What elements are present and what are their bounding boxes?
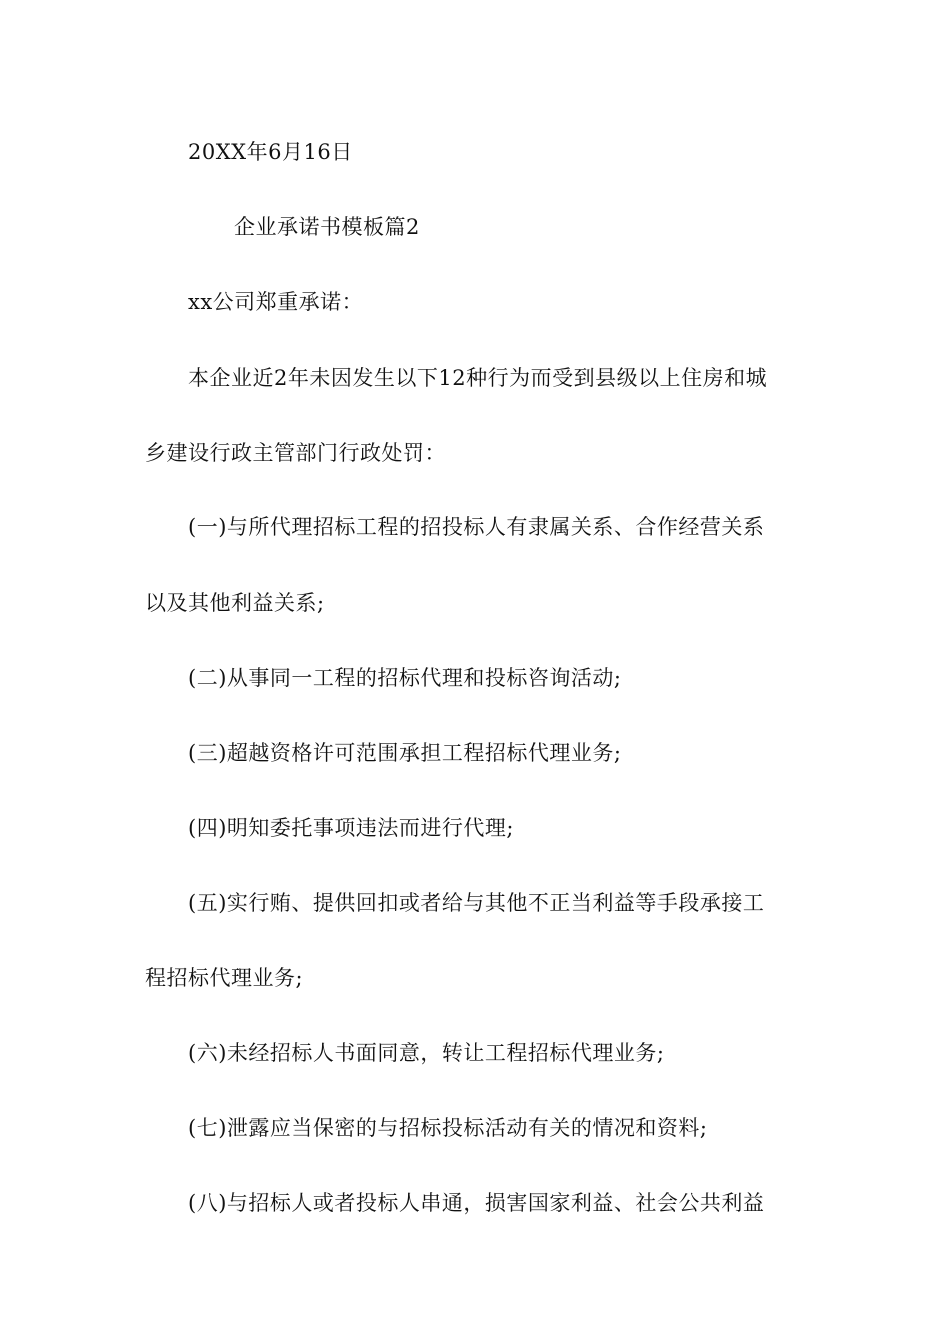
list-item-5: (五)实行贿、提供回扣或者给与其他不正当利益等手段承接工 bbox=[188, 891, 765, 915]
list-item-1: (一)与所代理招标工程的招投标人有隶属关系、合作经营关系 bbox=[188, 515, 765, 539]
list-item-2: (二)从事同一工程的招标代理和投标咨询活动; bbox=[188, 666, 622, 690]
body-line: 本企业近2年未因发生以下12种行为而受到县级以上住房和城 bbox=[188, 366, 768, 390]
addressee-line: xx公司郑重承诺： bbox=[188, 290, 364, 314]
list-item-6: (六)未经招标人书面同意，转让工程招标代理业务; bbox=[188, 1041, 665, 1065]
document-date: 20XX年6月16日 bbox=[188, 140, 353, 164]
list-item-4: (四)明知委托事项违法而进行代理; bbox=[188, 816, 514, 840]
list-item-7: (七)泄露应当保密的与招标投标活动有关的情况和资料; bbox=[188, 1116, 708, 1140]
list-item-3: (三)超越资格许可范围承担工程招标代理业务; bbox=[188, 741, 622, 765]
list-item-8: (八)与招标人或者投标人串通，损害国家利益、社会公共利益 bbox=[188, 1191, 765, 1215]
list-item-1-cont: 以及其他利益关系; bbox=[145, 591, 325, 615]
body-line: 乡建设行政主管部门行政处罚： bbox=[145, 441, 446, 465]
list-item-5-cont: 程招标代理业务; bbox=[145, 966, 304, 990]
section-title: 企业承诺书模板篇2 bbox=[234, 215, 420, 239]
